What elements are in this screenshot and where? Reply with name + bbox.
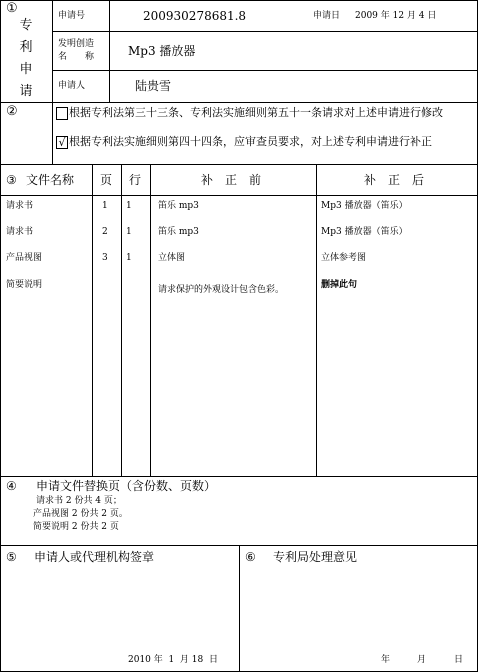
divider-section1-fields [109,0,110,102]
divider-section1-label [52,0,53,102]
section1-number: ① [6,1,18,16]
divider-section3-end [0,476,478,477]
section3-number: ③ [6,173,17,187]
section4-number: ④ [6,479,17,493]
section4-title: 申请文件替换页（含份数、页数） [36,479,217,493]
table-row: 简要说明 请求保护的外观设计包含色彩。 删掉此句 [6,280,358,295]
replacement-line-3: 简要说明 2 份共 2 页 [33,522,119,532]
section6-number: ⑥ [245,550,256,564]
divider-section2-label [52,102,53,164]
filing-date: 2009 年 12 月 4 日 [355,11,437,21]
replacement-line-1: 请求书 2 份共 4 页； [36,496,122,506]
col-header-file-name: 文件名称 [26,173,75,187]
border-left [0,0,1,672]
office-date-month: 月 [417,655,427,665]
table-row: 产品视图 3 1 立体图 立体参考图 [6,253,367,263]
col-header-page: 页 [100,173,113,187]
checkbox-correct[interactable]: √ [56,136,68,149]
office-date-year: 年 [381,655,391,665]
col-header-before: 补 正 前 [201,173,262,187]
filing-date-label: 申请日 [313,11,341,21]
col-header-line: 行 [129,173,142,187]
applicant-name: 陆贵雪 [135,79,172,93]
invention-name-label-1: 发明创造 [58,39,95,49]
signature-date: 2010 年 1 月 18 日 [128,655,218,665]
divider-section1-end [0,102,478,103]
option-correct-text: 根据专利法实施细则第四十四条，应审查员要求，对上述专利申请进行补正 [69,135,432,148]
replacement-line-2: 产品视图 2 份共 2 页。 [33,509,128,519]
divider-row2 [52,70,478,71]
border-right [477,0,478,672]
divider-row1 [52,31,478,32]
application-no-label: 申请号 [58,11,86,21]
section1-vertical-label: 专 利 申 请 [19,18,33,99]
divider-section2-end [0,164,478,165]
border-top [0,0,478,1]
section5-title: 申请人或代理机构签章 [34,550,155,564]
divider-section5-6 [239,545,240,672]
applicant-label: 申请人 [58,81,86,91]
divider-section3-header [0,195,478,196]
col-header-after: 补 正 后 [364,173,425,187]
invention-name: Mp3 播放器 [128,44,196,58]
application-no: 200930278681.8 [143,9,247,23]
section2-number: ② [6,104,18,119]
table-row: 请求书 1 1 笛乐 mp3 Mp3 播放器（笛乐） [6,201,408,211]
option-amend-text: 根据专利法第三十三条、专利法实施细则第五十一条请求对上述申请进行修改 [69,106,443,119]
section5-number: ⑤ [6,550,17,564]
checkbox-amend[interactable] [56,107,68,120]
invention-name-label-2: 名 称 [58,52,95,62]
section6-title: 专利局处理意见 [273,550,358,564]
table-row: 请求书 2 1 笛乐 mp3 Mp3 播放器（笛乐） [6,227,408,237]
office-date-day: 日 [454,655,464,665]
